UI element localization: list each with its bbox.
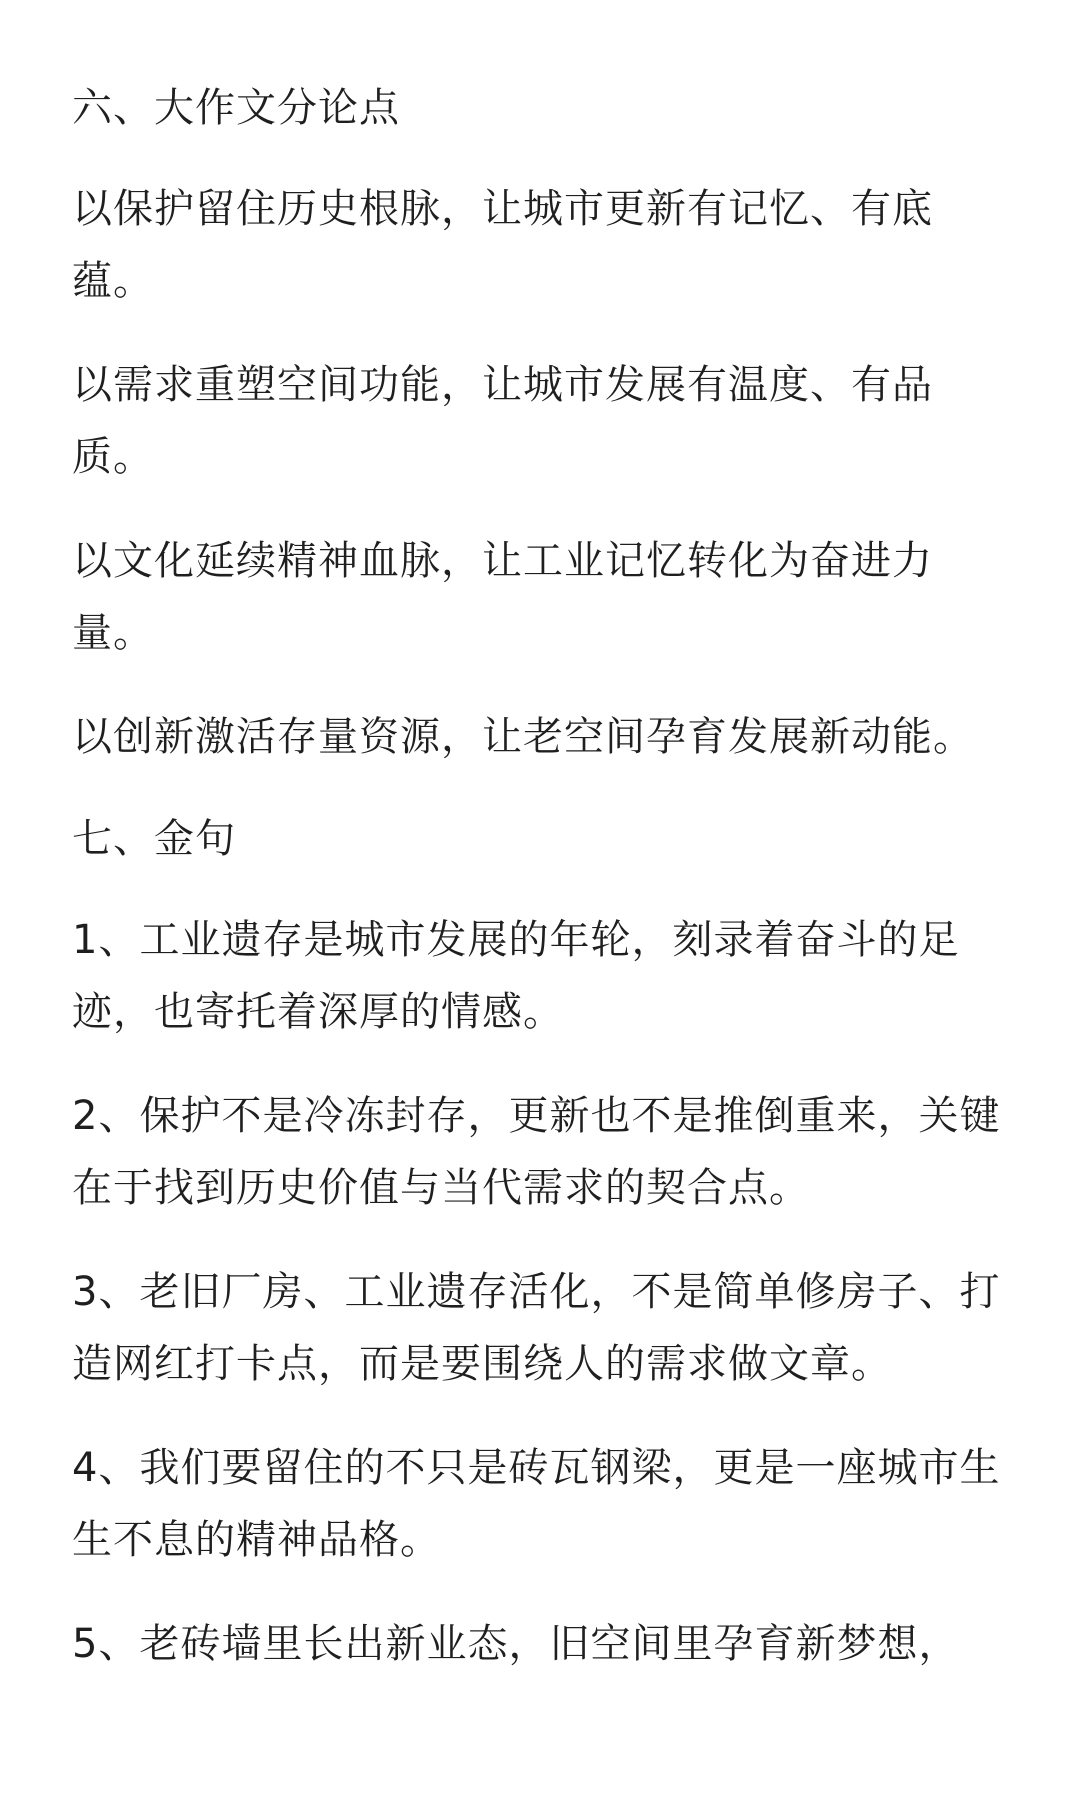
quote-4: 4、我们要留住的不只是砖瓦钢梁，更是一座城市生生不息的精神品格。 xyxy=(72,1445,1001,1563)
article-body xyxy=(72,72,1012,1710)
quote-3: 3、老旧厂房、工业遗存活化，不是简单修房子、打造网红打卡点，而是要围绕人的需求做文章。 xyxy=(72,1269,1001,1387)
argument-point-1: 以保护留住历史根脉，让城市更新有记忆、有底蕴。 xyxy=(72,186,933,304)
quote-2: 2、保护不是冷冻封存，更新也不是推倒重来，关键在于找到历史价值与当代需求的契合点。 xyxy=(72,1093,1001,1211)
section-heading-quotes: 七、金句 xyxy=(72,816,236,862)
section-heading-arguments: 六、大作文分论点 xyxy=(72,85,400,131)
argument-point-2: 以需求重塑空间功能，让城市发展有温度、有品质。 xyxy=(72,362,933,480)
argument-point-3: 以文化延续精神血脉，让工业记忆转化为奋进力量。 xyxy=(72,538,933,656)
quote-1: 1、工业遗存是城市发展的年轮，刻录着奋斗的足迹，也寄托着深厚的情感。 xyxy=(72,917,960,1035)
argument-point-4: 以创新激活存量资源，让老空间孕育发展新动能。 xyxy=(72,714,974,760)
quote-5: 5、老砖墙里长出新业态，旧空间里孕育新梦想， xyxy=(72,1621,960,1667)
